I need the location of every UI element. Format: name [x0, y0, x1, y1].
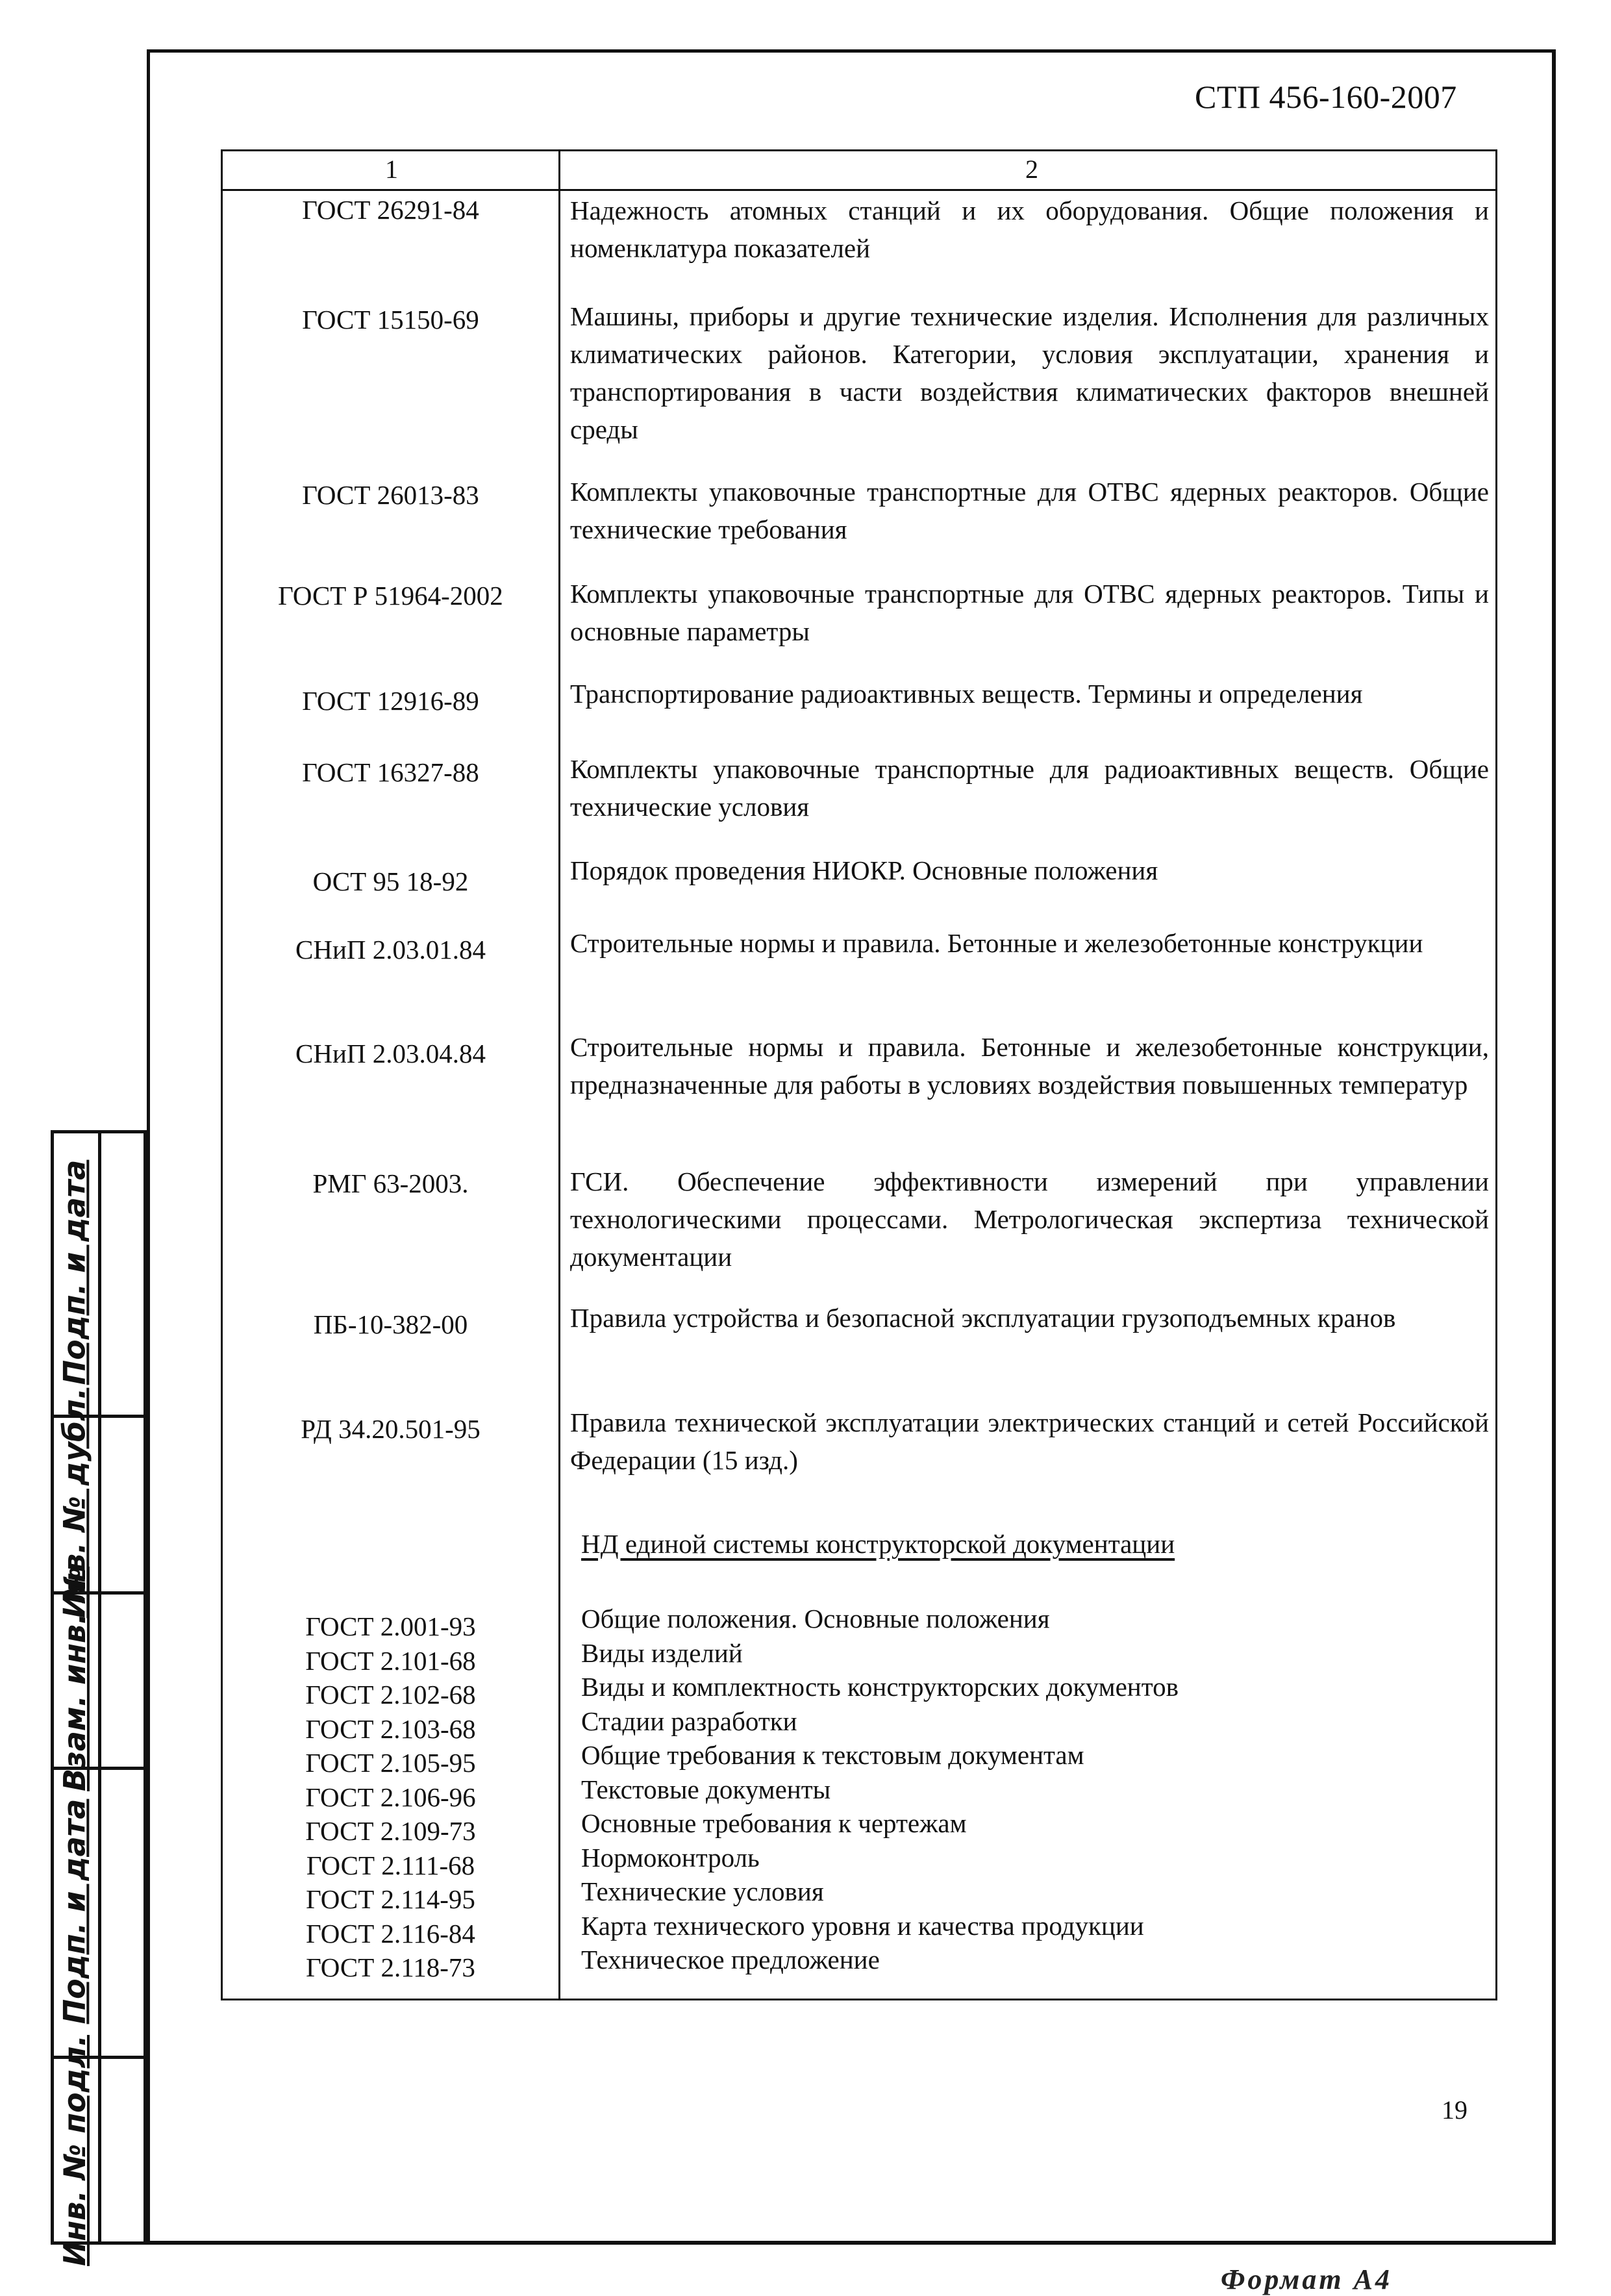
table-row-desc: Транспортирование радиоактивных веществ. Термины и определения [570, 679, 1363, 709]
stamp-cell [51, 1567, 98, 1791]
list-item-desc: Общие требования к текстовым документам [581, 1740, 1084, 1770]
column-1-header: 1 [385, 155, 398, 184]
stamp-label: Инв. № дубл. [56, 1387, 92, 1619]
list-item-desc: Стадии разработки [581, 1706, 797, 1736]
list-item-desc: Общие положения. Основные положения [581, 1604, 1050, 1634]
table-row-code: ГОСТ 12916-89 [302, 686, 479, 716]
list-item-code: ГОСТ 2.111-68 [306, 1850, 475, 1880]
format-label-text: Формат А4 [1221, 2264, 1392, 2295]
stamp-cell [51, 2034, 98, 2266]
table-row-code: СНиП 2.03.01.84 [295, 935, 486, 965]
table-row-code: ГОСТ 15150-69 [302, 305, 479, 334]
table-row-code: ОСТ 95 18-92 [312, 866, 469, 896]
page-number: 19 [1442, 2095, 1467, 2125]
table-row-desc: Строительные нормы и правила. Бетонные и железобетонные конструкции [570, 928, 1423, 958]
list-item-desc: Техническое предложение [581, 1945, 880, 1974]
side-stamp-divider [98, 1130, 101, 2245]
table-row-desc: Строительные нормы и правила. Бетонные и железобетонные конструкции, предназначенные для работы в условиях воздействия повышенных температур [570, 1032, 1489, 1100]
eskd-codes [223, 1609, 558, 1985]
list-item-desc: Основные требования к чертежам [581, 1808, 967, 1838]
table-row-desc: Правила устройства и безопасной эксплуатации грузоподъемных кранов [570, 1303, 1396, 1333]
document-code: СТП 456-160-2007 [1195, 79, 1457, 115]
table-row-code: РД 34.20.501-95 [301, 1414, 481, 1444]
format-label [1221, 2259, 1442, 2295]
stamp-label: Подп. и дата [56, 1798, 92, 2024]
list-item-desc: Технические условия [581, 1876, 824, 1906]
list-item-code: ГОСТ 2.101-68 [305, 1645, 476, 1676]
list-item-desc: Карта технического уровня и качества продукции [581, 1910, 1144, 1941]
table-row-code: СНиП 2.03.04.84 [295, 1039, 486, 1068]
table-row-code: ГОСТ 26013-83 [302, 480, 479, 510]
list-item-code: ГОСТ 2.109-73 [305, 1816, 476, 1846]
table-row-code: ГОСТ Р 51964-2002 [278, 581, 503, 611]
column-2-header: 2 [1025, 155, 1038, 184]
table-row-desc: Комплекты упаковочные транспортные для ОТВС ядерных реакторов. Типы и основные параметры [570, 579, 1489, 646]
list-item-code: ГОСТ 2.001-93 [305, 1611, 476, 1641]
table-header-row [223, 151, 1495, 191]
list-item-code: ГОСТ 2.118-73 [306, 1952, 475, 1982]
stamp-cell [51, 1387, 98, 1619]
list-item-desc: Виды изделий [581, 1637, 743, 1668]
list-item-code: ГОСТ 2.103-68 [305, 1713, 476, 1744]
stamp-label: Взам. инв. № [56, 1567, 92, 1791]
table-row-desc: Надежность атомных станций и их оборудования. Общие положения и номенклатура показателей [570, 196, 1489, 263]
stamp-label: Подп. и дата [56, 1159, 92, 1385]
stamp-label: Инв. № подл. [56, 2034, 92, 2266]
column-divider [558, 151, 560, 1999]
references-table [221, 149, 1497, 2000]
list-item-desc: Нормоконтроль [581, 1842, 760, 1873]
list-item-code: ГОСТ 2.116-84 [306, 1918, 475, 1949]
list-item-code: ГОСТ 2.105-95 [305, 1748, 476, 1778]
list-item-desc: Виды и комплектность конструкторских документов [581, 1672, 1179, 1702]
table-row-desc: Порядок проведения НИОКР. Основные положения [570, 855, 1158, 885]
list-item-desc: Текстовые документы [581, 1774, 831, 1804]
table-row-code: РМГ 63-2003. [312, 1168, 469, 1198]
stamp-cell [51, 1130, 98, 1415]
table-row-desc: ГСИ. Обеспечение эффективности измерений при управлении технологическими процессами. Метрологическая экспертиза технической документации [570, 1167, 1489, 1272]
list-item-code: ГОСТ 2.114-95 [306, 1884, 475, 1914]
table-row-desc: Правила технической эксплуатации электрических станций и сетей Российской Федерации (15 изд.) [570, 1407, 1489, 1475]
side-stamp [51, 1130, 147, 2266]
list-item-code: ГОСТ 2.102-68 [305, 1680, 476, 1709]
list-item-code: ГОСТ 2.106-96 [305, 1782, 476, 1812]
table-row-desc: Комплекты упаковочные транспортные для радиоактивных веществ. Общие технические условия [570, 754, 1489, 822]
table-row-code: ПБ-10-382-00 [313, 1309, 468, 1339]
table-row-code: ГОСТ 26291-84 [302, 195, 479, 225]
table-row-code: ГОСТ 16327-88 [302, 757, 479, 787]
table-row-desc: Машины, приборы и другие технические изделия. Исполнения для различных климатических районов. Категории, условия эксплуатации, хранения и транспортирования в части воздействия климатических факторов внешней среды [570, 301, 1489, 444]
stamp-cell [51, 1767, 98, 2056]
eskd-descriptions [581, 1602, 1179, 1977]
table-row-desc: Комплекты упаковочные транспортные для ОТВС ядерных реакторов. Общие технические требования [570, 477, 1489, 544]
section-title: НД единой системы конструкторской документации [581, 1529, 1175, 1559]
